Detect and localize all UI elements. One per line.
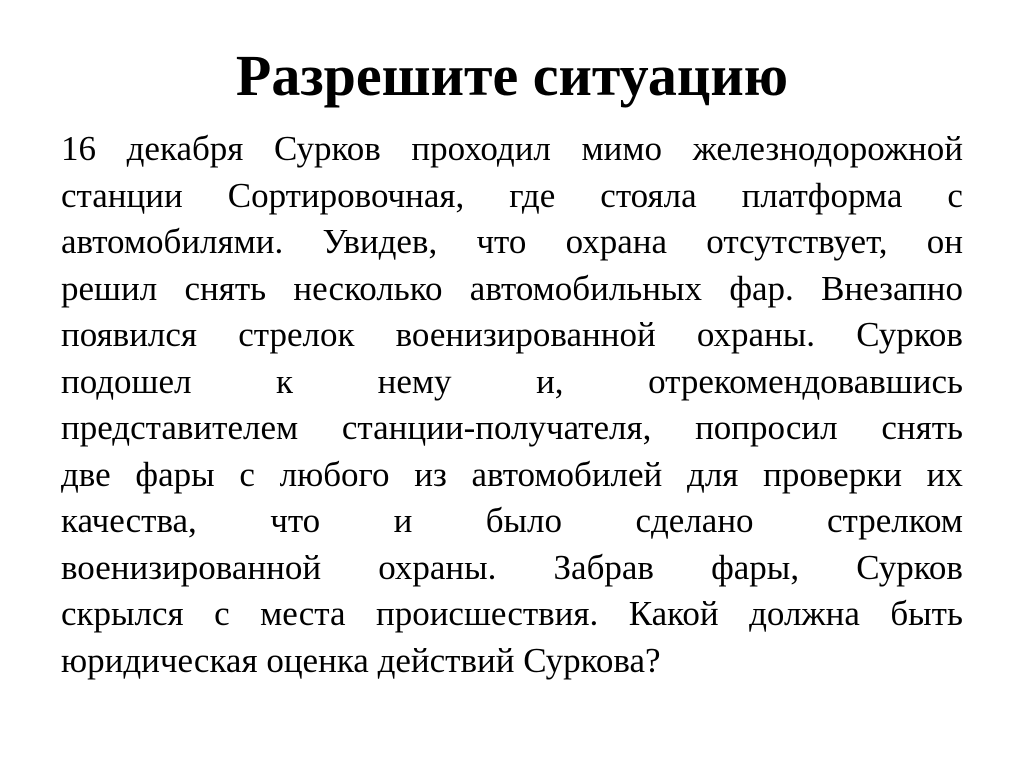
body-word: фар. <box>729 268 794 308</box>
body-word: охраны. <box>378 547 497 587</box>
body-word: было <box>485 501 563 540</box>
body-word: решил <box>61 268 158 308</box>
body-word: качества, <box>61 501 197 540</box>
body-word: где <box>509 175 556 215</box>
body-word: стрелком <box>826 501 963 540</box>
body-word: военизированной <box>395 315 656 354</box>
body-word: попросил <box>695 408 838 447</box>
body-word: снять <box>184 268 267 308</box>
body-line <box>61 545 963 592</box>
body-word: Сурков <box>856 547 963 587</box>
body-word: проверки <box>763 454 902 494</box>
body-word: военизированной <box>61 547 322 587</box>
body-word: он <box>926 222 963 261</box>
body-word: фары, <box>711 547 800 587</box>
body-word: железнодорожной <box>692 129 963 168</box>
body-word: Сурков <box>274 129 381 168</box>
body-line <box>61 126 963 173</box>
body-word: с <box>947 175 963 215</box>
body-word: подошел <box>61 361 192 401</box>
body-word: для <box>687 454 739 494</box>
body-word: и <box>393 501 413 540</box>
body-word: фары <box>135 454 215 494</box>
body-line <box>61 452 963 499</box>
body-line <box>61 591 963 638</box>
body-word: происшествия. <box>375 594 599 633</box>
body-word: охраны. <box>696 315 816 354</box>
body-line <box>61 173 963 220</box>
body-word: проходил <box>411 129 551 168</box>
body-word: Внезапно <box>821 268 963 308</box>
body-word: автомобилей <box>471 454 663 494</box>
body-word: отсутствует, <box>706 222 888 261</box>
body-word: станции-получателя, <box>341 408 652 447</box>
body-word: Сурков <box>856 315 963 354</box>
body-line <box>61 498 963 545</box>
body-word: автомобильных <box>469 268 703 308</box>
slide-body-text <box>61 126 963 684</box>
body-word: стрелок <box>238 315 355 354</box>
body-word: Увидев, <box>322 222 438 261</box>
body-word: Сортировочная, <box>227 175 465 215</box>
body-word: декабря <box>126 129 244 168</box>
body-word: их <box>926 454 963 494</box>
body-line <box>61 405 963 452</box>
body-word: должна <box>749 594 860 633</box>
body-word: с <box>239 454 255 494</box>
body-word: Забрав <box>553 547 654 587</box>
body-line <box>61 312 963 359</box>
body-word: мимо <box>581 129 663 168</box>
body-word: что <box>270 501 321 540</box>
body-word: Какой <box>628 594 719 633</box>
body-word: нему <box>377 361 452 401</box>
body-line-last: юридическая оценка действий Суркова? <box>61 640 661 680</box>
body-word: с <box>214 594 230 633</box>
body-word: автомобилями. <box>61 222 284 261</box>
body-line <box>61 266 963 313</box>
body-word: две <box>61 454 111 494</box>
body-word: места <box>260 594 346 633</box>
body-word: к <box>276 361 294 401</box>
slide-title: Разрешите ситуацию <box>235 43 789 108</box>
body-line <box>61 219 963 266</box>
body-word: снять <box>881 408 963 447</box>
body-word: что <box>476 222 527 261</box>
body-word: станции <box>61 175 183 215</box>
body-word: появился <box>61 315 198 354</box>
body-word: представителем <box>61 408 299 447</box>
body-word: отрекомендовавшись <box>648 361 963 401</box>
body-word: из <box>414 454 447 494</box>
body-line <box>61 359 963 406</box>
body-word: сделано <box>635 501 754 540</box>
body-word: несколько <box>293 268 443 308</box>
body-word: любого <box>279 454 390 494</box>
body-word: охрана <box>565 222 668 261</box>
body-word: стояла <box>600 175 697 215</box>
body-word: и, <box>536 361 564 401</box>
body-word: платформа <box>741 175 903 215</box>
body-word: быть <box>890 594 963 633</box>
body-word: 16 <box>61 129 96 168</box>
body-word: скрылся <box>61 594 184 633</box>
